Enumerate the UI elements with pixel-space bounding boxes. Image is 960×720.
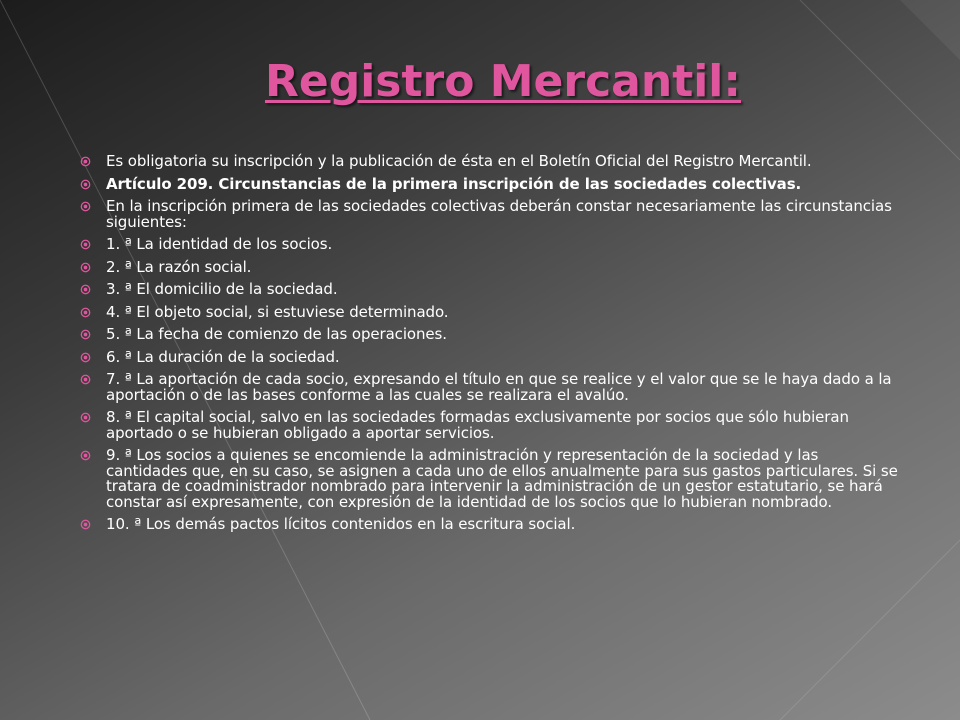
bullet-list [78,154,900,540]
list-item-text: 9. ª Los socios a quienes se encomiende la administración y representación de la sociedad y las cantidades que, en su caso, se asignen a cada uno de ellos anualmente para sus gastos particulares. Si se tratara de coadministrador nombrado para intervenir la administración de un gestor estatutario, se hará constar así expresamente, con expresión de la identidad de los socios que lo hubieran nombrado. [106,446,898,511]
list-item-text: Artículo 209. Circunstancias de la primera inscripción de las sociedades colectivas. [106,174,802,193]
circled-dot-bullet-icon [80,262,91,273]
list-item-text: 3. ª El domicilio de la sociedad. [106,280,338,298]
circled-dot-bullet-icon [80,412,91,423]
circled-dot-bullet-icon [80,201,91,212]
circled-dot-bullet-icon [80,450,91,461]
list-item [78,237,900,253]
list-item-text: En la inscripción primera de las sociedades colectivas deberán constar necesariamente las circunstancias siguientes: [106,197,892,231]
circled-dot-bullet-icon [80,239,91,250]
circled-dot-bullet-icon [80,284,91,295]
list-item [78,372,900,403]
slide-title: Registro Mercantil: [265,56,741,107]
list-item [78,257,900,276]
list-item [78,174,900,193]
circled-dot-bullet-icon [80,307,91,318]
list-item [78,517,900,533]
list-item [78,327,900,343]
list-item [78,410,900,441]
list-item-text: Es obligatoria su inscripción y la publicación de ésta en el Boletín Oficial del Registro Mercantil. [106,152,812,170]
list-item-text: 7. ª La aportación de cada socio, expresando el título en que se realice y el valor que se le haya dado a la aportación o de las bases conforme a las cuales se realizara el avalúo. [106,370,892,404]
circled-dot-bullet-icon [80,374,91,385]
decorative-shape [900,0,960,60]
list-item [78,302,900,321]
list-item [78,448,900,510]
list-item-text: 10. ª Los demás pactos lícitos contenidos en la escritura social. [106,515,576,533]
list-item [78,347,900,366]
circled-dot-bullet-icon [80,329,91,340]
circled-dot-bullet-icon [80,156,91,167]
list-item [78,154,900,170]
list-item [78,199,900,230]
list-item-text: 4. ª El objeto social, si estuviese determinado. [106,302,449,321]
circled-dot-bullet-icon [80,519,91,530]
list-item-text: 2. ª La razón social. [106,257,252,276]
list-item-text: 1. ª La identidad de los socios. [106,235,333,253]
list-item-text: 5. ª La fecha de comienzo de las operaciones. [106,325,447,343]
list-item-text: 8. ª El capital social, salvo en las sociedades formadas exclusivamente por socios que sólo hubieran aportado o se hubieran obligado a aportar servicios. [106,408,849,442]
circled-dot-bullet-icon [80,179,91,190]
circled-dot-bullet-icon [80,352,91,363]
list-item-text: 6. ª La duración de la sociedad. [106,347,340,366]
list-item [78,282,900,298]
decorative-line [780,540,960,720]
